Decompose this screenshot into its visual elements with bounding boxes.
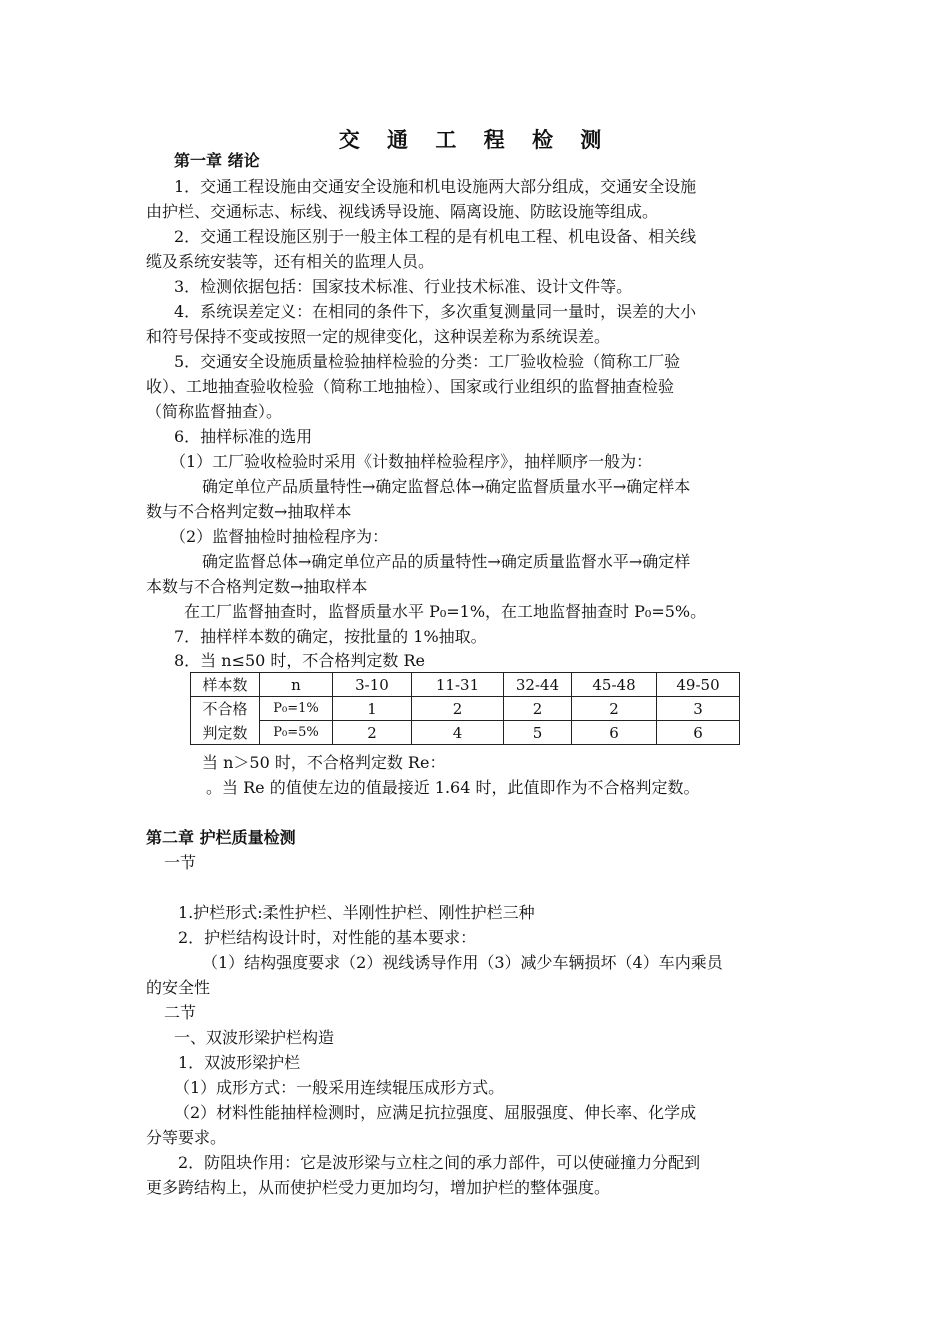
table-cell: 样本数: [191, 673, 260, 697]
paragraph-line: 当 n＞50 时，不合格判定数 Re：: [202, 753, 446, 772]
table-row-label: 不合格: [191, 697, 260, 721]
table-cell: P₀=5%: [260, 721, 333, 745]
table-row: [191, 697, 740, 721]
table-row-label: 判定数: [191, 721, 260, 745]
paragraph-line: 2．交通工程设施区别于一般主体工程的是有机电工程、机电设备、相关线: [174, 227, 697, 246]
paragraph-line: 收）、工地抽查验收检验（简称工地抽检）、国家或行业组织的监督抽查检验: [146, 377, 675, 396]
paragraph-line: 数与不合格判定数→抽取样本: [146, 502, 352, 521]
section-label: 二节: [164, 1003, 197, 1022]
paragraph-line: 的安全性: [146, 978, 211, 997]
table-cell: 3: [657, 697, 740, 721]
paragraph-line: 在工厂监督抽查时，监督质量水平 P₀=1%，在工地监督抽查时 P₀=5%。: [184, 602, 707, 621]
paragraph-line: 确定监督总体→确定单位产品的质量特性→确定质量监督水平→确定样: [202, 552, 691, 571]
table-cell: n: [260, 673, 333, 697]
paragraph-line: 6．抽样标准的选用: [174, 427, 313, 446]
table-cell: 4: [412, 721, 504, 745]
paragraph-line: 缆及系统安装等，还有相关的监理人员。: [146, 252, 435, 271]
paragraph-line: 更多跨结构上，从而使护栏受力更加均匀，增加护栏的整体强度。: [146, 1178, 611, 1197]
paragraph-line: 一、双波形梁护栏构造: [174, 1028, 335, 1047]
table-cell: 2: [504, 697, 572, 721]
table-cell: 2: [412, 697, 504, 721]
paragraph-line: （1）工厂验收检验时采用《计数抽样检验程序》，抽样顺序一般为：: [170, 452, 653, 471]
table-cell: 2: [572, 697, 657, 721]
paragraph-line: 5．交通安全设施质量检验抽样检验的分类：工厂验收检验（简称工厂验: [174, 352, 681, 371]
paragraph-line: 3．检测依据包括：国家技术标准、行业技术标准、设计文件等。: [174, 277, 633, 296]
paragraph-line: （简称监督抽查）。: [146, 402, 283, 421]
table-cell: 6: [657, 721, 740, 745]
paragraph-line: 由护栏、交通标志、标线、视线诱导设施、隔离设施、防眩设施等组成。: [146, 202, 659, 221]
chapter-2-heading: 第二章 护栏质量检测: [146, 828, 296, 847]
table-cell: 11-31: [412, 673, 504, 697]
paragraph-line: 4．系统误差定义：在相同的条件下，多次重复测量同一量时，误差的大小: [174, 302, 697, 321]
paragraph-line: 和符号保持不变或按照一定的规律变化，这种误差称为系统误差。: [146, 327, 611, 346]
paragraph-line: 。当 Re 的值使左边的值最接近 1.64 时，此值即作为不合格判定数。: [206, 778, 700, 797]
table-header-row: [191, 673, 740, 697]
table-cell: 32-44: [504, 673, 572, 697]
table-cell: P₀=1%: [260, 697, 333, 721]
paragraph-line: 1．双波形梁护栏: [178, 1053, 301, 1072]
table-cell: 49-50: [657, 673, 740, 697]
document-title: 交 通 工 程 检 测: [338, 127, 612, 152]
chapter-1-heading: 第一章 绪论: [174, 151, 260, 170]
rejection-number-table: [190, 672, 740, 745]
paragraph-line: （2）监督抽检时抽检程序为：: [170, 527, 389, 546]
table-cell: 5: [504, 721, 572, 745]
paragraph-line: 分等要求。: [146, 1128, 227, 1147]
table-cell: 3-10: [333, 673, 412, 697]
paragraph-line: 2．护栏结构设计时，对性能的基本要求：: [178, 928, 477, 947]
paragraph-line: 7．抽样样本数的确定，按批量的 1%抽取。: [174, 627, 487, 646]
table-cell: 2: [333, 721, 412, 745]
paragraph-line: 确定单位产品质量特性→确定监督总体→确定监督质量水平→确定样本: [202, 477, 691, 496]
paragraph-line: （1）结构强度要求（2）视线诱导作用（3）减少车辆损坏（4）车内乘员: [202, 953, 723, 972]
paragraph-line: 本数与不合格判定数→抽取样本: [146, 577, 368, 596]
paragraph-line: 2．防阻块作用：它是波形梁与立柱之间的承力部件，可以使碰撞力分配到: [178, 1153, 701, 1172]
table-cell: 6: [572, 721, 657, 745]
table-cell: 45-48: [572, 673, 657, 697]
table-cell: 1: [333, 697, 412, 721]
paragraph-line: （1）成形方式：一般采用连续辊压成形方式。: [174, 1078, 505, 1097]
paragraph-line: 1．交通工程设施由交通安全设施和机电设施两大部分组成，交通安全设施: [174, 177, 697, 196]
paragraph-line: 8．当 n≤50 时，不合格判定数 Re: [174, 651, 426, 670]
paragraph-line: （2）材料性能抽样检测时，应满足抗拉强度、屈服强度、伸长率、化学成: [174, 1103, 697, 1122]
paragraph-line: 1.护栏形式:柔性护栏、半刚性护栏、刚性护栏三种: [178, 903, 535, 922]
table-row: [191, 721, 740, 745]
section-label: 一节: [164, 853, 197, 872]
